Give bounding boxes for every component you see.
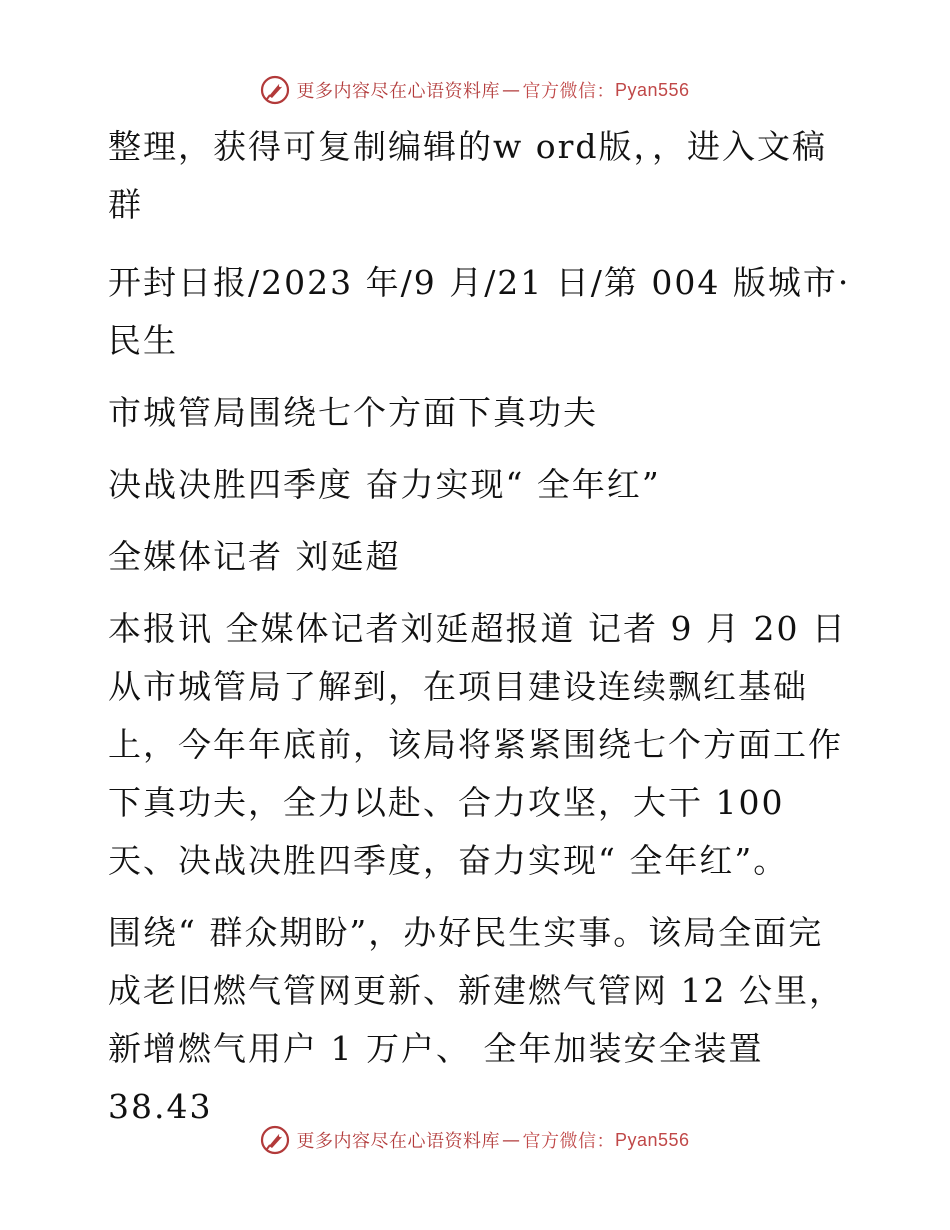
pen-nib-logo-icon <box>260 75 290 105</box>
paragraph-body: 围绕“ 群众期盼”，办好民生实事。该局全面完成老旧燃气管网更新、新建燃气管网 12 公里，新增燃气用户 1 万户、 全年加装安全装置 38.43 <box>108 913 844 1126</box>
watermark-wechat-label: 官方微信： <box>522 81 615 102</box>
watermark-header <box>0 72 950 108</box>
watermark-handle: Pyan556 <box>614 79 690 100</box>
article-subtitle: 市城管局围绕七个方面下真功夫 <box>108 393 598 432</box>
watermark-text: 更多内容尽在心语资料库 <box>296 1131 500 1152</box>
intro-note: 整理，获得可复制编辑的w ord版，，进入文稿群 <box>108 127 828 224</box>
watermark-separator: — <box>501 79 521 101</box>
watermark-text: 更多内容尽在心语资料库 <box>296 81 500 102</box>
paragraph-lead: 本报讯 全媒体记者刘延超报道 记者 9 月 20 日从市城管局了解到，在项目建设连续飘红基础上，今年年底前，该局将紧紧围绕七个方面工作下真功夫，全力以赴、合力攻坚，大干 100 天、决战决胜四季度，奋力实现“ 全年红”。 <box>108 609 847 880</box>
watermark-separator: — <box>501 1129 521 1151</box>
watermark-handle: Pyan556 <box>614 1129 690 1150</box>
article-headline: 决战决胜四季度 奋力实现“ 全年红” <box>108 465 661 504</box>
byline: 全媒体记者 刘延超 <box>108 537 401 576</box>
source-line: 开封日报/2023 年/9 月/21 日/第 004 版城市·民生 <box>108 263 851 360</box>
document-body <box>96 118 856 1136</box>
watermark-wechat-label: 官方微信： <box>522 1131 615 1152</box>
pen-nib-logo-icon <box>260 1125 290 1155</box>
watermark-footer <box>0 1122 950 1158</box>
